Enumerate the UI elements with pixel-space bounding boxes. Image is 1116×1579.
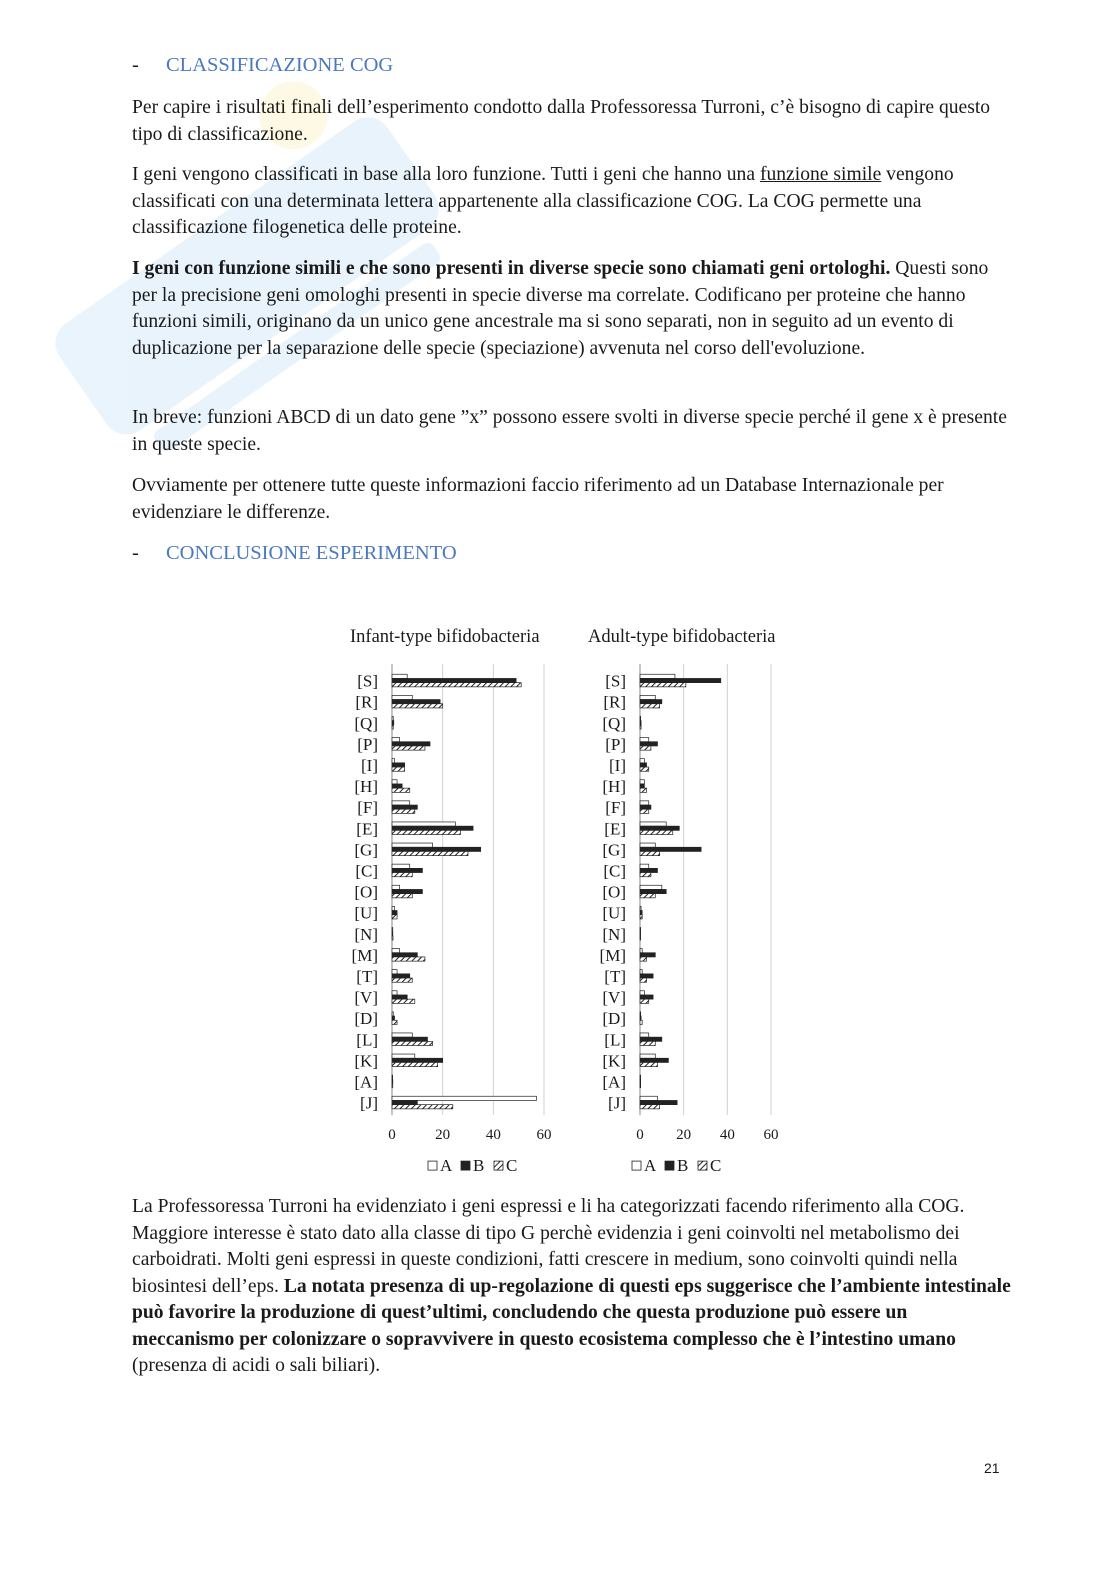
bar-c (392, 978, 412, 982)
bar-a (640, 843, 655, 847)
bar-c (640, 873, 651, 877)
x-tick-label: 20 (676, 1127, 692, 1144)
bar-a (392, 970, 397, 974)
bar-c (640, 725, 641, 729)
bar-b (392, 721, 394, 725)
bar-c (392, 788, 410, 792)
category-label: [L] (604, 1030, 626, 1050)
category-label: [J] (608, 1093, 626, 1113)
bar-b (640, 805, 651, 809)
bar-a (640, 885, 662, 889)
category-label: [E] (604, 819, 626, 839)
bar-b (392, 1079, 393, 1083)
bar-b (640, 868, 657, 872)
category-label: [D] (602, 1009, 626, 1029)
bar-c (392, 725, 393, 729)
legend-label: A (644, 1156, 657, 1174)
category-label: [N] (354, 924, 378, 944)
bar-a (392, 885, 400, 889)
bar-a (640, 759, 644, 763)
category-label: [P] (357, 734, 378, 754)
bar-a (392, 927, 393, 931)
bar-b (640, 847, 701, 851)
paragraph-intro: Per capire i risultati finali dell’esperimento condotto dalla Professoressa Turroni, c’è bisogno di capire questo tipo di classificazione. (132, 97, 991, 145)
bar-a (392, 1075, 393, 1079)
bar-b (392, 763, 405, 767)
bar-b (392, 995, 407, 999)
bar-c (640, 1062, 657, 1066)
bar-c (392, 704, 443, 708)
paragraph-conclusion: La Professoressa Turroni ha evidenziato i geni espressi e li ha categorizzati facendo riferimento alla COG. Maggiore interesse è stato dato alla classe di tipo G perchè evidenzia i geni coinvolti nel metabolismo dei carboidrati. Molti geni espressi in queste condizioni, fatti crescere in medium, sono coinvolti quindi nella biosintesi dell’eps. La notata presenza di up-regolazione di questi eps suggerisce che l’ambiente intestinale può favorire la produzione di quest’ultimi, concludendo che questa produzione può essere un meccanismo per colonizzare o sopravvivere in questo ecosistema complesso che è l’intestino umano (presenza di acidi o sali biliari). (132, 1196, 1011, 1376)
bar-c (640, 830, 673, 834)
bar-b (640, 826, 679, 830)
bar-b (392, 805, 417, 809)
bar-b (640, 1100, 677, 1104)
bar-a (640, 864, 649, 868)
bar-c (392, 957, 425, 961)
chart-title: Adult-type bifidobacteria (588, 627, 776, 647)
bar-b (640, 889, 666, 893)
bar-a (640, 780, 644, 784)
category-label: [R] (355, 692, 378, 712)
legend-label: B (473, 1156, 485, 1174)
category-label: [T] (356, 966, 378, 986)
bar-a (640, 1096, 657, 1100)
bar-c (640, 767, 649, 771)
bar-a (392, 1096, 536, 1100)
category-label: [T] (604, 966, 626, 986)
bar-c (640, 957, 647, 961)
category-label: [L] (356, 1030, 378, 1050)
bar-a (640, 695, 655, 699)
category-label: [H] (602, 777, 626, 797)
category-label: [N] (602, 924, 626, 944)
category-label: [S] (357, 671, 378, 691)
category-label: [O] (354, 882, 378, 902)
bar-b (640, 1037, 662, 1041)
bar-b (392, 784, 402, 788)
bar-c (392, 936, 393, 940)
bar-b (392, 911, 397, 915)
bar-a (392, 864, 410, 868)
bar-c (640, 915, 642, 919)
bar-c (640, 1041, 655, 1045)
bar-a (640, 949, 642, 953)
paragraph-database: Ovviamente per ottenere tutte queste informazioni faccio riferimento ad un Database Internazionale per evidenziare le differenze. (132, 475, 944, 523)
bar-a (640, 674, 675, 678)
category-label: [C] (355, 861, 378, 881)
category-label: [H] (354, 777, 378, 797)
bar-c (392, 851, 468, 855)
bar-b (392, 953, 417, 957)
category-label: [U] (354, 903, 378, 923)
bar-c (640, 704, 660, 708)
bar-a (640, 1054, 655, 1058)
bar-c (640, 894, 655, 898)
category-label: [G] (354, 840, 378, 860)
category-label: [S] (605, 671, 626, 691)
bar-a (392, 1033, 412, 1037)
bar-c (640, 809, 649, 813)
bar-c (640, 851, 660, 855)
bar-c (392, 999, 415, 1003)
legend-label: C (506, 1156, 518, 1174)
bar-c (640, 683, 686, 687)
category-label: [V] (602, 988, 626, 1008)
bar-b (640, 932, 641, 936)
bar-c (392, 873, 412, 877)
chart-adult-type (578, 618, 818, 1174)
bar-c (640, 746, 651, 750)
category-label: [F] (605, 798, 626, 818)
bar-a (640, 801, 649, 805)
bar-b (392, 868, 422, 872)
bar-a (392, 695, 412, 699)
legend-swatch (428, 1161, 437, 1170)
category-label: [Q] (354, 713, 378, 733)
bar-b (392, 1058, 443, 1062)
bar-b (640, 1058, 668, 1062)
x-tick-label: 0 (388, 1127, 396, 1144)
bar-c (392, 767, 405, 771)
bar-c (392, 1084, 393, 1088)
legend-label: B (677, 1156, 689, 1174)
bar-b (640, 911, 642, 915)
bar-a (392, 716, 393, 720)
bar-a (392, 843, 433, 847)
bar-a (640, 1012, 641, 1016)
bar-a (392, 674, 407, 678)
category-label: [C] (603, 861, 626, 881)
bar-c (392, 683, 521, 687)
category-label: [O] (602, 882, 626, 902)
category-label: [M] (351, 945, 378, 965)
chart-infant-type (330, 618, 590, 1174)
bar-b (392, 678, 516, 682)
bar-c (640, 788, 647, 792)
bar-a (392, 759, 395, 763)
bar-b (392, 1100, 417, 1104)
bar-a (392, 991, 397, 995)
x-tick-label: 0 (636, 1127, 644, 1144)
category-label: [I] (361, 755, 378, 775)
bar-b (640, 1079, 641, 1083)
bar-c (392, 746, 425, 750)
section-heading-cog: - CLASSIFICAZIONE COG (132, 54, 394, 76)
bold-definition: I geni con funzione simili e che sono presenti in diverse specie sono chiamati geni ortologhi. (132, 258, 891, 279)
bar-c (640, 999, 649, 1003)
bar-b (392, 889, 422, 893)
category-label: [F] (357, 798, 378, 818)
x-tick-label: 40 (719, 1127, 735, 1144)
bar-a (640, 822, 666, 826)
category-label: [E] (356, 819, 378, 839)
category-label: [P] (605, 734, 626, 754)
bar-a (392, 738, 400, 742)
category-label: [M] (599, 945, 626, 965)
category-label: [I] (609, 755, 626, 775)
bar-a (640, 1075, 641, 1079)
legend-swatch (665, 1161, 674, 1170)
legend-swatch (494, 1161, 503, 1170)
bar-b (640, 721, 641, 725)
bar-a (392, 906, 395, 910)
bar-b (392, 826, 473, 830)
bar-b (392, 742, 430, 746)
bar-b (640, 995, 653, 999)
category-label: [R] (603, 692, 626, 712)
bar-a (640, 970, 642, 974)
bar-b (640, 784, 644, 788)
bar-c (640, 978, 647, 982)
x-tick-label: 40 (485, 1127, 501, 1144)
bar-a (640, 716, 641, 720)
bar-c (640, 1084, 641, 1088)
bar-c (392, 830, 460, 834)
bar-a (640, 927, 641, 931)
legend-swatch (461, 1161, 470, 1170)
bar-b (392, 974, 410, 978)
bar-c (392, 915, 397, 919)
bar-a (392, 1012, 393, 1016)
bar-c (392, 1062, 438, 1066)
bar-b (392, 700, 440, 704)
category-label: [D] (354, 1009, 378, 1029)
bar-a (392, 801, 410, 805)
bar-b (392, 932, 393, 936)
category-label: [K] (602, 1051, 626, 1071)
bar-a (640, 738, 649, 742)
legend-swatch (632, 1161, 641, 1170)
bar-c (640, 1105, 660, 1109)
section-heading-conclusion: - CONCLUSIONE ESPERIMENTO (132, 542, 457, 564)
bar-b (640, 953, 655, 957)
bar-b (640, 742, 657, 746)
bar-b (640, 1016, 641, 1020)
x-tick-label: 60 (763, 1127, 779, 1144)
paragraph-orthologs: I geni con funzione simili e che sono presenti in diverse specie sono chiamati geni ortologhi. Questi sono per la precisione geni omologhi presenti in specie diverse ma correlate. Codificano per proteine che hanno funzioni simili, originano da un unico gene ancestrale ma si sono separati, non in seguito ad un evento di duplicazione per la separazione delle specie (speciazione) avvenuta nel corso dell'evoluzione. (132, 258, 989, 359)
paragraph-classification: I geni vengono classificati in base alla loro funzione. Tutti i geni che hanno una funzione simile vengono classificati con una determinata lettera appartenente alla classificazione COG. La COG permette una classificazione filogenetica delle proteine. (132, 164, 954, 238)
category-label: [J] (360, 1093, 378, 1113)
x-tick-label: 20 (435, 1127, 451, 1144)
bar-c (392, 1041, 433, 1045)
bar-b (392, 1016, 395, 1020)
bar-a (640, 991, 644, 995)
underlined-term: funzione simile (759, 164, 882, 185)
bar-b (392, 847, 481, 851)
bar-a (392, 949, 400, 953)
category-label: [V] (354, 988, 378, 1008)
bar-c (392, 1105, 453, 1109)
bar-b (640, 700, 662, 704)
bar-b (640, 974, 653, 978)
category-label: [A] (602, 1072, 626, 1092)
bar-b (392, 1037, 427, 1041)
legend-label: C (710, 1156, 722, 1174)
bar-a (392, 822, 455, 826)
category-label: [A] (354, 1072, 378, 1092)
bar-b (640, 763, 647, 767)
bold-conclusion: La notata presenza di up-regolazione di questi eps suggerisce che l’ambiente intestinale può favorire la produzione di quest’ultimi, concludendo che questa produzione può essere un meccanismo per colonizzare o sopravvivere in questo ecosistema complesso che è l’intestino umano (132, 1275, 1011, 1350)
category-label: [G] (602, 840, 626, 860)
bar-c (640, 936, 641, 940)
paragraph-summary: In breve: funzioni ABCD di un dato gene ”x” possono essere svolti in diverse specie perché il gene x è presente in queste specie. (132, 407, 1007, 455)
bar-a (640, 906, 641, 910)
bar-a (392, 1054, 415, 1058)
bar-c (392, 894, 412, 898)
category-label: [U] (602, 903, 626, 923)
x-tick-label: 60 (536, 1127, 552, 1144)
category-label: [Q] (602, 713, 626, 733)
bar-a (640, 1033, 649, 1037)
bar-c (392, 809, 415, 813)
legend-label: A (440, 1156, 453, 1174)
category-label: [K] (354, 1051, 378, 1071)
bar-a (392, 780, 397, 784)
legend-swatch (698, 1161, 707, 1170)
bar-b (640, 678, 721, 682)
page-number: 21 (984, 1460, 1000, 1476)
bar-c (640, 1020, 642, 1024)
chart-title: Infant-type bifidobacteria (350, 627, 540, 647)
bar-c (392, 1020, 397, 1024)
